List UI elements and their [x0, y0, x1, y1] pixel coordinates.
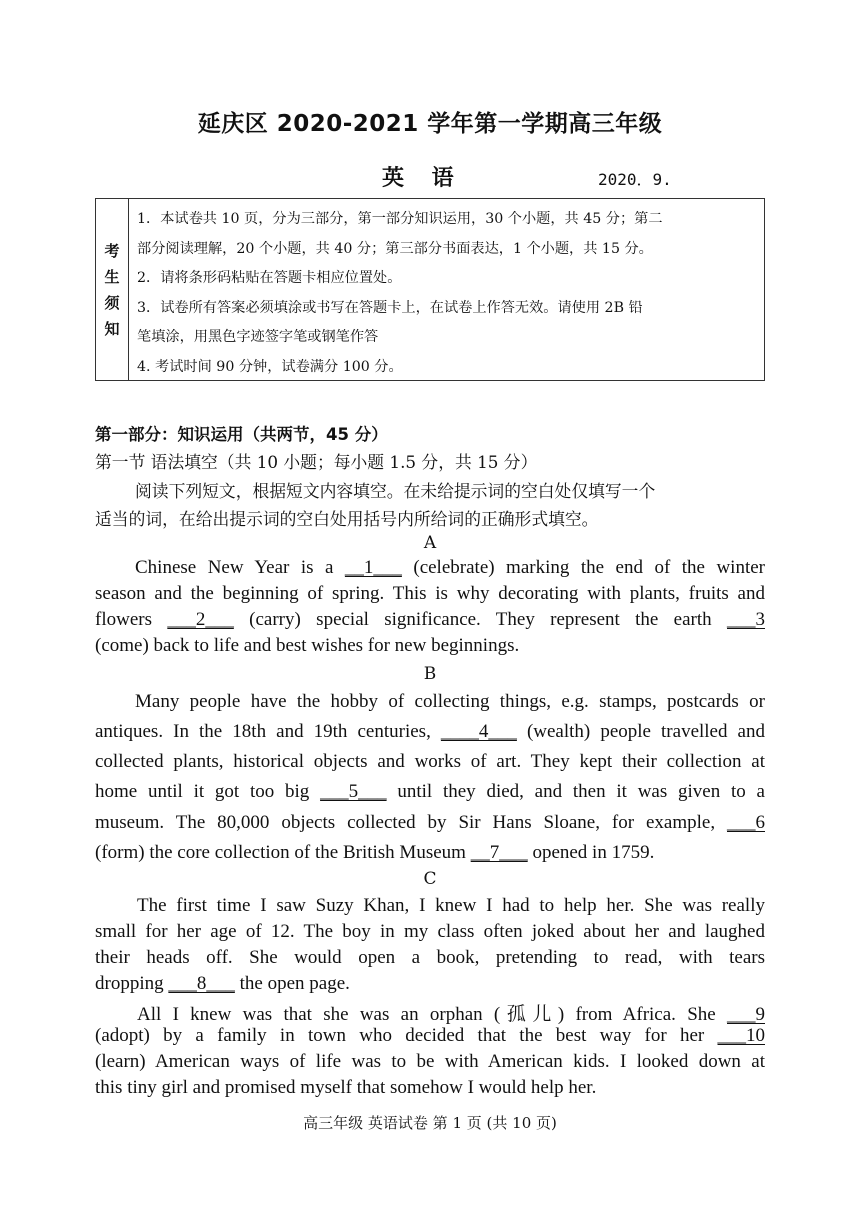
passage-line: Chinese New Year is a __1___ (celebrate) marking the end of the winter — [135, 557, 765, 578]
blank-1: __1___ — [344, 557, 402, 578]
passage-line: home until it got too big ___5___ until they died, and then it was given to a — [95, 781, 765, 802]
passage-line: The first time I saw Suzy Khan, I knew I had to help her. She was really — [137, 895, 765, 916]
notice-line: 笔填涂，用黑色字迹签字笔或钢笔作答 — [137, 329, 379, 345]
passage-line: their heads off. She would open a book, pretending to read, with tears — [95, 947, 765, 968]
passage-line: season and the beginning of spring. This is why decorating with plants, fruits and — [95, 583, 765, 604]
blank-9: ___9 — [727, 1004, 765, 1025]
blank-2: ___2___ — [167, 609, 234, 630]
passage-line: flowers ___2___ (carry) special significance. They represent the earth ___3 — [95, 609, 765, 630]
section-heading: 第一节 语法填空（共 10 小题；每小题 1.5 分，共 15 分） — [95, 452, 538, 472]
notice-label-char: 生 — [104, 267, 120, 286]
exam-title: 延庆区 2020-2021 学年第一学期高三年级 — [197, 111, 663, 137]
blank-8: ___8___ — [168, 973, 235, 994]
blank-7: __7___ — [470, 842, 528, 863]
passage-line: antiques. In the 18th and 19th centuries, ____4___ (wealth) people travelled and — [95, 721, 765, 742]
instruction-line: 阅读下列短文，根据短文内容填空。在未给提示词的空白处仅填写一个 — [135, 481, 656, 501]
notice-label-char: 考 — [104, 241, 120, 260]
passage-line: (form) the core collection of the British Museum __7___ opened in 1759. — [95, 842, 655, 863]
passage-label-b: B — [423, 664, 437, 684]
passage-label-c: C — [423, 869, 437, 889]
passage-label-a: A — [423, 533, 437, 553]
passage-line: All I knew was that she was an orphan (孤儿) from Africa. She ___9 — [137, 1004, 765, 1025]
notice-line: 部分阅读理解，20 个小题，共 40 分；第三部分书面表达，1 个小题，共 15 分。 — [137, 240, 653, 257]
passage-line: collected plants, historical objects and works of art. They kept their collection at — [95, 751, 765, 772]
blank-10: ___10 — [717, 1025, 765, 1046]
passage-line: this tiny girl and promised myself that somehow I would help her. — [95, 1077, 597, 1098]
page-footer: 高三年级 英语试卷 第 1 页 (共 10 页) — [303, 1114, 557, 1132]
instruction-line: 适当的词，在给出提示词的空白处用括号内所给词的正确形式填空。 — [95, 509, 599, 529]
notice-body — [129, 199, 764, 380]
notice-line: 3．试卷所有答案必须填涂或书写在答题卡上，在试卷上作答无效。请使用 2B 铅 — [137, 299, 643, 316]
passage-line: Many people have the hobby of collecting things, e.g. stamps, postcards or — [135, 691, 765, 712]
passage-line: (come) back to life and best wishes for new beginnings. — [95, 635, 520, 656]
passage-line: small for her age of 12. The boy in my class often joked about her and laughed — [95, 921, 765, 942]
blank-4: ____4___ — [440, 721, 517, 742]
notice-line: 2．请将条形码粘贴在答题卡相应位置处。 — [137, 270, 402, 286]
passage-line: dropping ___8___ the open page. — [95, 973, 350, 994]
candidate-notice-box — [95, 198, 765, 381]
subject-title: 英 语 — [382, 166, 464, 191]
part-heading: 第一部分：知识运用（共两节，45 分） — [95, 425, 388, 444]
notice-label-char: 须 — [104, 293, 120, 312]
blank-6: ___6 — [727, 812, 765, 833]
passage-line: museum. The 80,000 objects collected by Sir Hans Sloane, for example, ___6 — [95, 812, 765, 833]
blank-3: ___3 — [727, 609, 765, 630]
notice-label — [96, 199, 129, 380]
blank-5: ___5___ — [320, 781, 387, 802]
notice-line: 4. 考试时间 90 分钟，试卷满分 100 分。 — [137, 358, 403, 375]
passage-line: (learn) American ways of life was to be with American kids. I looked down at — [95, 1051, 765, 1072]
notice-line: 1．本试卷共 10 页，分为三部分，第一部分知识运用，30 个小题，共 45 分；第二 — [137, 211, 663, 227]
notice-label-char: 知 — [104, 319, 120, 338]
exam-date: 2020．9. — [598, 170, 672, 189]
passage-line: (adopt) by a family in town who decided that the best way for her ___10 — [95, 1025, 765, 1046]
